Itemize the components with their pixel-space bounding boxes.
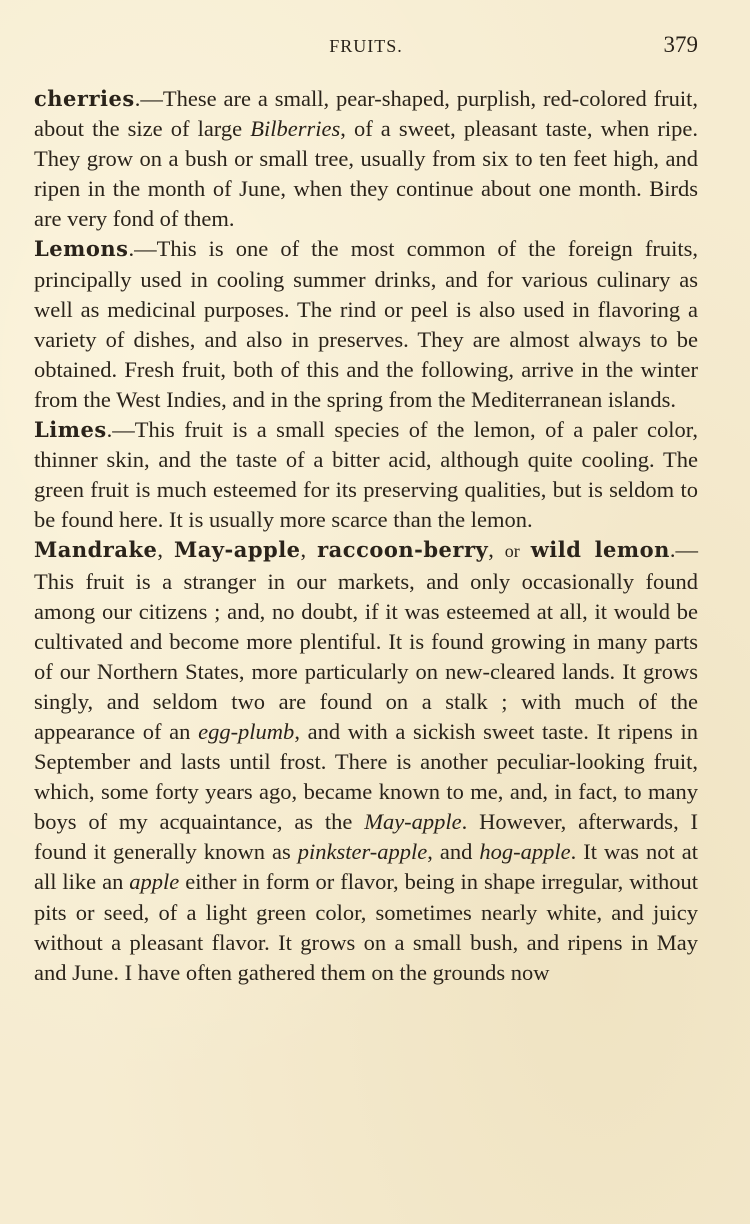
paragraph-text: , and xyxy=(427,839,480,865)
entry-heading-cherries: cherries xyxy=(34,86,135,111)
entry-heading-limes: Limes xyxy=(34,417,107,443)
paragraph-cherries xyxy=(34,84,698,234)
paragraph-mandrake xyxy=(34,535,698,987)
paragraph-lemons xyxy=(34,234,698,415)
entry-heading-wild-lemon: wild lemon xyxy=(530,537,670,563)
italic-term: apple xyxy=(129,869,180,895)
paragraph-text: , and with a sickish sweet taste. It ripens in September and lasts until frost. There is another peculiar-looking fruit, which, some forty years ago, became known to me, and, in fact, to many boys of my acquaintance, as the xyxy=(34,718,698,835)
page-header xyxy=(34,32,698,62)
italic-term: Bilberries xyxy=(250,116,341,142)
entry-heading-lemons: Lemons xyxy=(34,236,129,262)
entry-heading-may-apple: May-apple xyxy=(173,537,301,563)
italic-term: egg-plumb xyxy=(198,718,295,744)
paragraph-text: .—These are a small, pear-shaped, purplish, red-colored fruit, about the size of large xyxy=(34,86,698,142)
italic-term: pinkster-apple xyxy=(297,839,428,865)
separator: , xyxy=(488,537,505,563)
paragraph-text: .—This is one of the most common of the foreign fruits, principally used in cooling summer drinks, and for various culinary as well as medicinal purposes. The rind or peel is also used in flavoring a variety of dishes, and also in preserves. They are almost always to be obtained. Fresh fruit, both of this and the following, arrive in the winter from the West Indies, and in the spring from the Mediterranean islands. xyxy=(34,236,698,412)
separator xyxy=(520,537,531,562)
italic-term: May-apple xyxy=(364,809,462,835)
paragraph-text: either in form or flavor, being in shape irregular, without pits or seed, of a light green color, sometimes nearly white, and juicy without a pleasant flavor. It grows on a small bush, and ripens in May and June. I have often gathered them on the grounds now xyxy=(34,869,699,985)
paragraph-text: .—This fruit is a small species of the lemon, of a paler color, thinner skin, and the taste of a bitter acid, although quite cooling. The green fruit is much esteemed for its preserving qualities, but is seldom to be found here. It is usually more scarce than the lemon. xyxy=(34,417,698,533)
paragraph-limes xyxy=(34,415,698,535)
entry-heading-raccoon-berry: raccoon-berry xyxy=(317,537,489,563)
entry-heading-mandrake: Mandrake xyxy=(34,537,158,563)
body-text xyxy=(34,84,698,988)
italic-term: hog-apple xyxy=(479,839,571,865)
or-word: or xyxy=(504,541,520,562)
separator: , xyxy=(300,537,318,563)
paragraph-text: . It was not at all like an xyxy=(34,839,698,895)
running-head: FRUITS. xyxy=(329,36,403,56)
page-number: 379 xyxy=(663,32,698,57)
separator: , xyxy=(157,537,174,563)
paragraph-text: . However, afterwards, I found it generally known as xyxy=(34,809,699,865)
paragraph-text: , of a sweet, pleasant taste, when ripe. They grow on a bush or small tree, usually from six to ten feet high, and ripen in the month of June, when they continue about one month. Birds are very fond of them. xyxy=(34,116,699,232)
paragraph-text: .—This fruit is a stranger in our markets, and only occasionally found among our citizens ; and, no doubt, if it was esteemed at all, it would be cultivated and become more plentiful. It is found growing in many parts of our Northern States, more particularly on new-cleared lands. It grows singly, and seldom two are found on a stalk ; with much of the appearance of an xyxy=(34,537,699,744)
